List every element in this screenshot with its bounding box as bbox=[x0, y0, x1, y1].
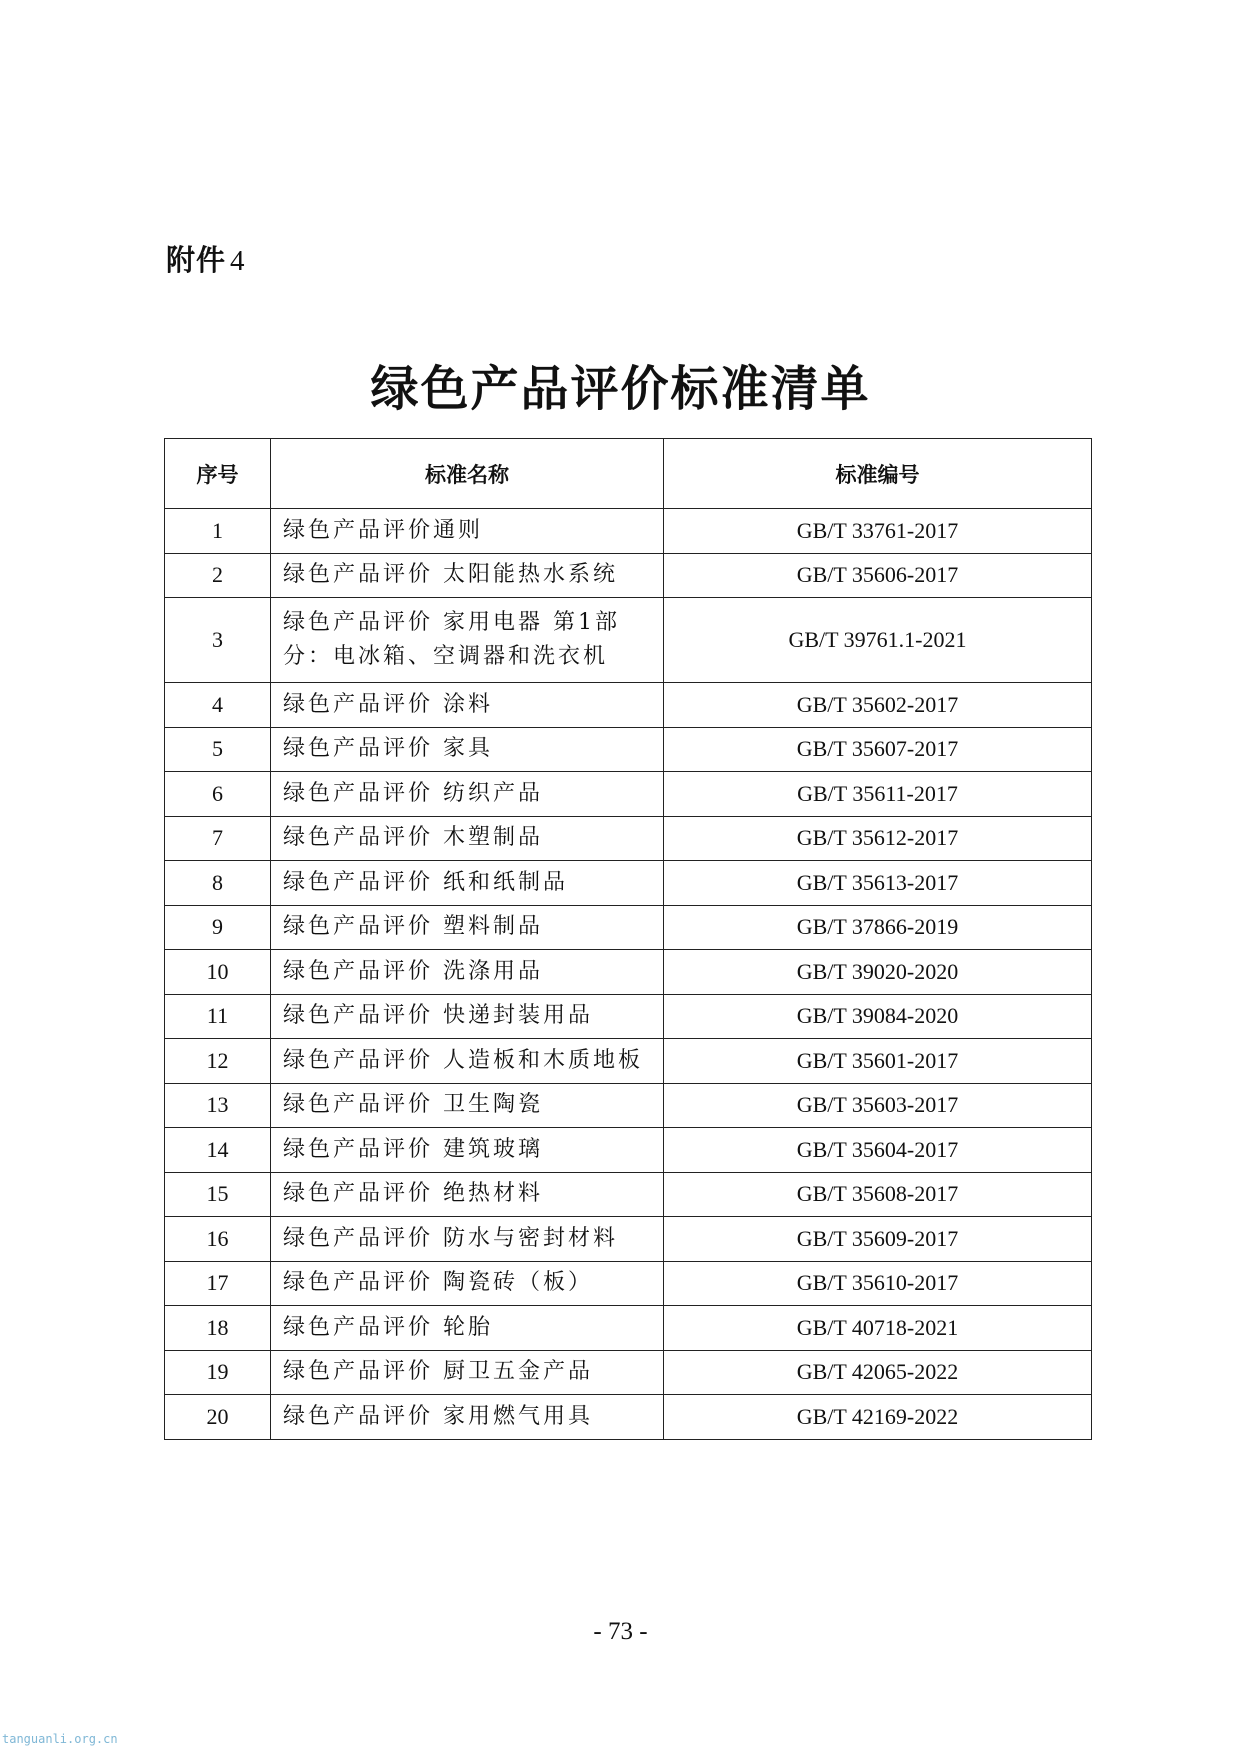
table-row bbox=[165, 1128, 1092, 1173]
standard-code: GB/T 37866-2019 bbox=[664, 905, 1092, 950]
table-row bbox=[165, 816, 1092, 861]
table-row bbox=[165, 905, 1092, 950]
standard-code: GB/T 42065-2022 bbox=[664, 1350, 1092, 1395]
standard-code: GB/T 35611-2017 bbox=[664, 772, 1092, 817]
standard-code: GB/T 35609-2017 bbox=[664, 1217, 1092, 1262]
row-number: 7 bbox=[165, 816, 271, 861]
standard-name: 绿色产品评价通则 bbox=[271, 509, 664, 554]
row-number: 4 bbox=[165, 683, 271, 728]
table-row bbox=[165, 1083, 1092, 1128]
standard-name: 绿色产品评价 纸和纸制品 bbox=[271, 861, 664, 906]
row-number: 17 bbox=[165, 1261, 271, 1306]
standard-code: GB/T 35606-2017 bbox=[664, 553, 1092, 598]
row-number: 13 bbox=[165, 1083, 271, 1128]
row-number: 18 bbox=[165, 1306, 271, 1351]
standard-code: GB/T 35602-2017 bbox=[664, 683, 1092, 728]
row-number: 1 bbox=[165, 509, 271, 554]
table-header-row bbox=[165, 439, 1092, 509]
standard-name: 绿色产品评价 家用电器 第1部分：电冰箱、空调器和洗衣机 bbox=[271, 598, 664, 683]
standard-name: 绿色产品评价 家具 bbox=[271, 727, 664, 772]
table-row bbox=[165, 1306, 1092, 1351]
standard-code: GB/T 40718-2021 bbox=[664, 1306, 1092, 1351]
table-row bbox=[165, 1350, 1092, 1395]
standard-name: 绿色产品评价 卫生陶瓷 bbox=[271, 1083, 664, 1128]
row-number: 10 bbox=[165, 950, 271, 995]
standard-name: 绿色产品评价 涂料 bbox=[271, 683, 664, 728]
column-header-code: 标准编号 bbox=[664, 439, 1092, 509]
standard-name: 绿色产品评价 人造板和木质地板 bbox=[271, 1039, 664, 1084]
watermark: tanguanli.org.cn bbox=[2, 1732, 118, 1746]
row-number: 6 bbox=[165, 772, 271, 817]
attachment-label bbox=[166, 238, 246, 279]
standard-code: GB/T 33761-2017 bbox=[664, 509, 1092, 554]
column-header-no: 序号 bbox=[165, 439, 271, 509]
row-number: 14 bbox=[165, 1128, 271, 1173]
row-number: 5 bbox=[165, 727, 271, 772]
table-row bbox=[165, 553, 1092, 598]
table-row bbox=[165, 1039, 1092, 1084]
standard-code: GB/T 35601-2017 bbox=[664, 1039, 1092, 1084]
standard-name: 绿色产品评价 快递封装用品 bbox=[271, 994, 664, 1039]
standard-code: GB/T 35608-2017 bbox=[664, 1172, 1092, 1217]
row-number: 2 bbox=[165, 553, 271, 598]
table-row bbox=[165, 1217, 1092, 1262]
standards-table bbox=[164, 438, 1092, 1440]
standard-name: 绿色产品评价 防水与密封材料 bbox=[271, 1217, 664, 1262]
standard-name: 绿色产品评价 木塑制品 bbox=[271, 816, 664, 861]
standard-name: 绿色产品评价 轮胎 bbox=[271, 1306, 664, 1351]
standard-name: 绿色产品评价 厨卫五金产品 bbox=[271, 1350, 664, 1395]
table-row bbox=[165, 1395, 1092, 1440]
row-number: 3 bbox=[165, 598, 271, 683]
standard-code: GB/T 35603-2017 bbox=[664, 1083, 1092, 1128]
row-number: 20 bbox=[165, 1395, 271, 1440]
page-title: 绿色产品评价标准清单 bbox=[370, 361, 871, 417]
standard-code: GB/T 42169-2022 bbox=[664, 1395, 1092, 1440]
standard-name: 绿色产品评价 塑料制品 bbox=[271, 905, 664, 950]
standard-name: 绿色产品评价 太阳能热水系统 bbox=[271, 553, 664, 598]
attachment-number: 4 bbox=[230, 245, 246, 277]
row-number: 16 bbox=[165, 1217, 271, 1262]
standard-name: 绿色产品评价 建筑玻璃 bbox=[271, 1128, 664, 1173]
table-row bbox=[165, 727, 1092, 772]
row-number: 11 bbox=[165, 994, 271, 1039]
standard-name: 绿色产品评价 陶瓷砖（板） bbox=[271, 1261, 664, 1306]
table-row bbox=[165, 772, 1092, 817]
table-row bbox=[165, 1261, 1092, 1306]
column-header-name: 标准名称 bbox=[271, 439, 664, 509]
row-number: 15 bbox=[165, 1172, 271, 1217]
row-number: 12 bbox=[165, 1039, 271, 1084]
row-number: 8 bbox=[165, 861, 271, 906]
standard-code: GB/T 35613-2017 bbox=[664, 861, 1092, 906]
table-row bbox=[165, 509, 1092, 554]
attachment-label-text: 附件 bbox=[166, 243, 227, 277]
standard-code: GB/T 35607-2017 bbox=[664, 727, 1092, 772]
standard-code: GB/T 39020-2020 bbox=[664, 950, 1092, 995]
standard-name: 绿色产品评价 家用燃气用具 bbox=[271, 1395, 664, 1440]
standard-code: GB/T 35612-2017 bbox=[664, 816, 1092, 861]
standard-code: GB/T 39084-2020 bbox=[664, 994, 1092, 1039]
page-number: - 73 - bbox=[593, 1618, 648, 1645]
standard-name: 绿色产品评价 洗涤用品 bbox=[271, 950, 664, 995]
table-row bbox=[165, 598, 1092, 683]
table-row bbox=[165, 861, 1092, 906]
standard-code: GB/T 39761.1-2021 bbox=[664, 598, 1092, 683]
standard-name: 绿色产品评价 纺织产品 bbox=[271, 772, 664, 817]
table-row bbox=[165, 683, 1092, 728]
standard-code: GB/T 35604-2017 bbox=[664, 1128, 1092, 1173]
table-row bbox=[165, 1172, 1092, 1217]
row-number: 9 bbox=[165, 905, 271, 950]
table-row bbox=[165, 950, 1092, 995]
standard-code: GB/T 35610-2017 bbox=[664, 1261, 1092, 1306]
row-number: 19 bbox=[165, 1350, 271, 1395]
table-row bbox=[165, 994, 1092, 1039]
standard-name: 绿色产品评价 绝热材料 bbox=[271, 1172, 664, 1217]
